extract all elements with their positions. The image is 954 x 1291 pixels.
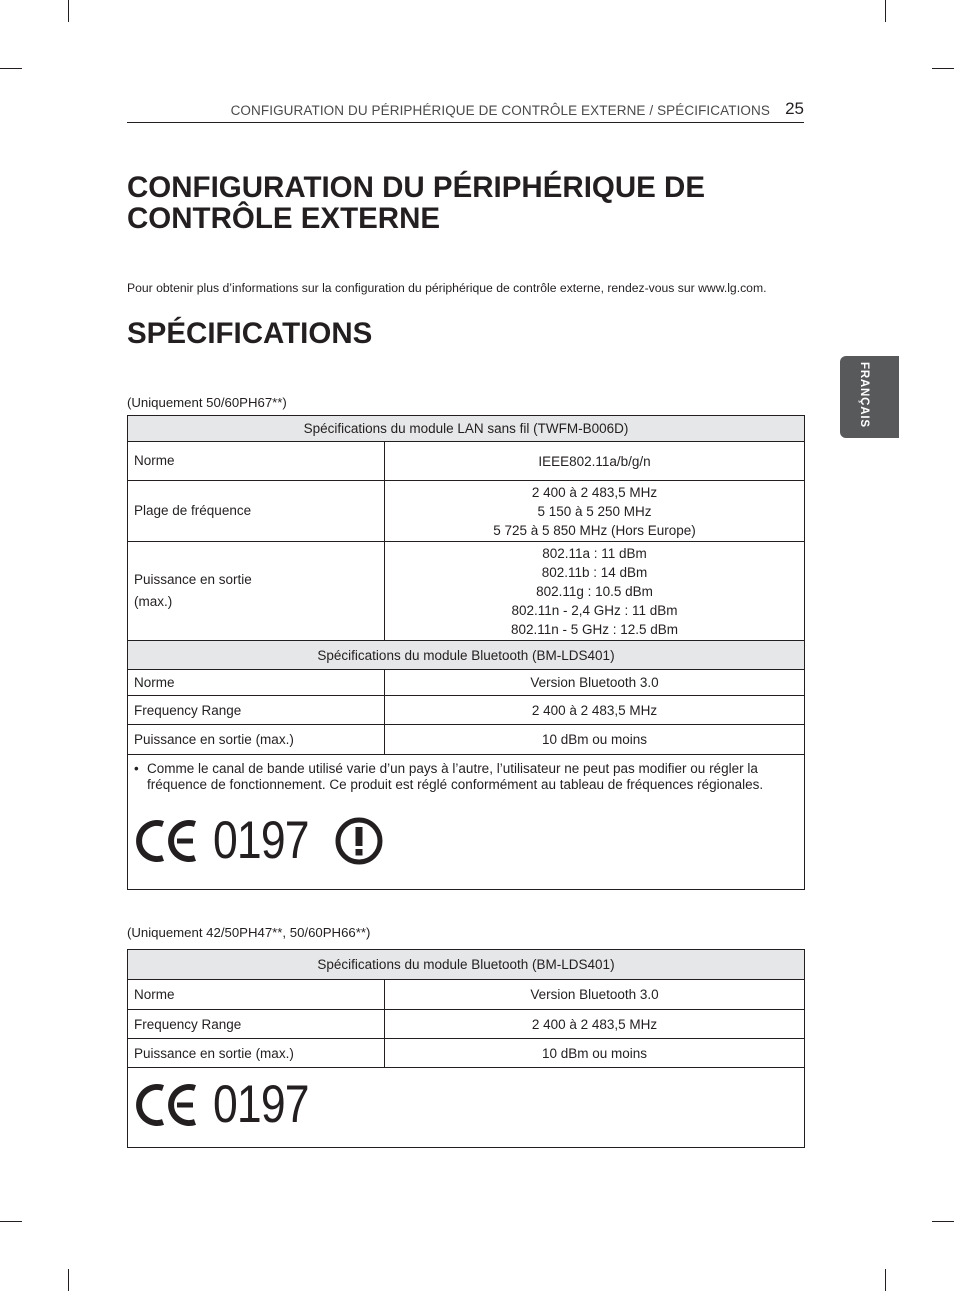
language-tab-label: FRANÇAIS [858,362,870,428]
specs-heading: SPÉCIFICATIONS [127,317,373,350]
table-row [128,670,805,696]
crop-mark [885,0,886,22]
table-row [128,725,805,755]
crop-mark [932,68,954,69]
running-header [127,99,804,123]
table-row [128,696,805,725]
spec-table-1 [127,415,805,890]
lan-label-output-power: Puissance en sortie (max.) [128,542,385,641]
bt-label-standard: Norme [128,980,385,1010]
table-row [128,980,805,1010]
notified-body-number: 0197 [213,1075,309,1134]
model-note-2: (Uniquement 42/50PH47**, 50/60PH66**) [127,925,371,940]
bt-value-frequency: 2 400 à 2 483,5 MHz [385,1010,805,1039]
ce-mark-row [128,793,804,870]
ce-mark-icon [135,818,199,864]
lan-value-standard: IEEE802.11a/b/g/n [385,442,805,481]
lan-value-output-power: 802.11a : 11 dBm 802.11b : 14 dBm 802.11g : 10.5 dBm 802.11n - 2,4 GHz : 11 dBm 802.11n - 5 GHz : 12.5 dBm [385,542,805,641]
crop-mark [932,1221,954,1222]
crop-mark [885,1269,886,1291]
lan-label-standard: Norme [128,442,385,481]
spec-table-2 [127,949,805,1148]
config-paragraph: Pour obtenir plus d’informations sur la configuration du périphérique de contrôle externe, rendez-vous sur www.lg.com. [127,281,767,295]
bt-label-frequency: Frequency Range [128,1010,385,1039]
bt-value-standard: Version Bluetooth 3.0 [385,670,805,696]
notice-bullet-item [128,755,804,793]
bt-label-frequency: Frequency Range [128,696,385,725]
notified-body-number: 0197 [213,811,309,870]
table-row [128,1010,805,1039]
bullet-icon: • [134,761,139,776]
running-header-title: CONFIGURATION DU PÉRIPHÉRIQUE DE CONTRÔLE EXTERNE / SPÉCIFICATIONS [230,103,770,118]
crop-mark [68,1269,69,1291]
alert-mark-icon [335,817,383,865]
crop-mark [68,0,69,22]
table-row [128,542,805,641]
lan-section-header: Spécifications du module LAN sans fil (TWFM-B006D) [128,416,805,442]
table-row [128,481,805,542]
crop-mark [0,1221,22,1222]
bt-section-row [128,950,805,980]
bt-label-output-power: Puissance en sortie (max.) [128,725,385,755]
notice-row [128,755,805,890]
ce-mark-row [128,1068,804,1134]
bt-label-standard: Norme [128,670,385,696]
language-tab [840,356,899,438]
model-note-1: (Uniquement 50/60PH67**) [127,395,287,410]
lan-value-frequency: 2 400 à 2 483,5 MHz 5 150 à 5 250 MHz 5 725 à 5 850 MHz (Hors Europe) [385,481,805,542]
page-number: 25 [785,99,804,118]
ce-mark-cell [128,1068,805,1148]
table-row [128,1039,805,1068]
bt-section-row [128,641,805,670]
bt-section-header: Spécifications du module Bluetooth (BM-LDS401) [128,950,805,980]
bt-value-standard: Version Bluetooth 3.0 [385,980,805,1010]
notice-cell [128,755,805,890]
bt-value-output-power: 10 dBm ou moins [385,725,805,755]
crop-mark [0,68,22,69]
bt-value-output-power: 10 dBm ou moins [385,1039,805,1068]
bt-label-output-power: Puissance en sortie (max.) [128,1039,385,1068]
config-heading: CONFIGURATION DU PÉRIPHÉRIQUE DE CONTRÔLE EXTERNE [127,171,706,235]
notice-text: Comme le canal de bande utilisé varie d’un pays à l’autre, l’utilisateur ne peut pas modifier ou régler la fréquence de fonctionnement. Ce produit est réglé conformément au tableau de fréquences régionales. [147,761,764,792]
ce-mark-icon [135,1082,199,1128]
mark-row [128,1068,805,1148]
lan-label-frequency: Plage de fréquence [128,481,385,542]
bt-section-header: Spécifications du module Bluetooth (BM-LDS401) [128,641,805,670]
lan-section-row [128,416,805,442]
bt-value-frequency: 2 400 à 2 483,5 MHz [385,696,805,725]
table-row [128,442,805,481]
